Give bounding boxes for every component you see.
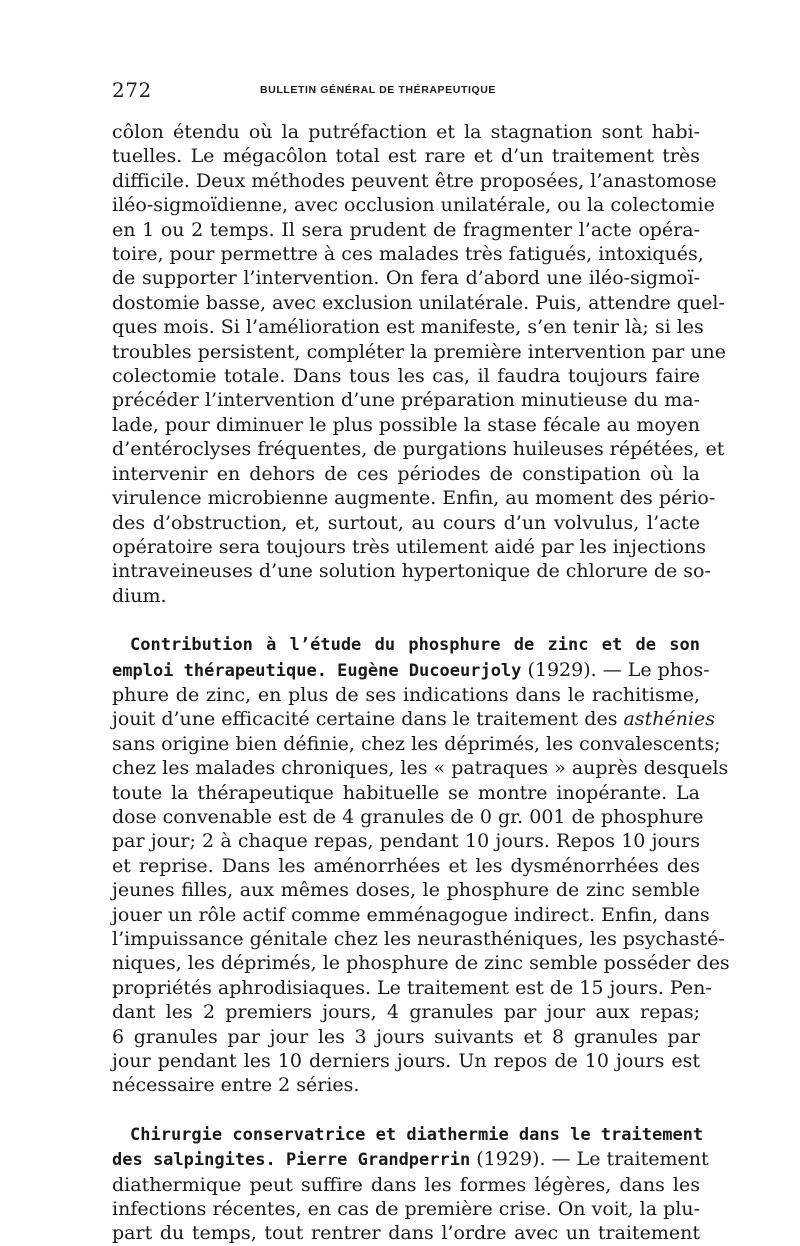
article-year: (1929). — Le traitement	[470, 1148, 709, 1171]
page-number: 272	[112, 78, 152, 102]
page-header	[112, 70, 700, 100]
text-line: lade, pour diminuer le plus possible la stase fécale au moyen	[112, 413, 700, 436]
text-line: toute la thérapeutique habituelle se montre inopérante. La	[112, 781, 700, 804]
text-line: tuelles. Le mégacôlon total est rare et d’un traitement très	[112, 145, 700, 168]
text-line: sans origine bien définie, chez les déprimés, les convalescents;	[112, 732, 721, 755]
text-line: jeunes filles, aux mêmes doses, le phosphure de zinc semble	[112, 879, 700, 902]
text-line: diathermique peut suffire dans les formes légères, dans les	[112, 1173, 700, 1196]
article-year: (1929). — Le phos-	[521, 658, 710, 681]
article-title-line	[112, 1147, 709, 1172]
text-line: intervenir en dehors de ces périodes de constipation où la	[112, 462, 700, 485]
article-title: Chirurgie conservatrice et diathermie dans le traitement	[130, 1124, 704, 1145]
article-title-author: emploi thérapeutique. Eugène Ducoeurjoly	[112, 660, 522, 681]
text-line: infections récentes, en cas de première crise. On voit, la plu-	[112, 1198, 700, 1221]
text-line: dant les 2 premiers jours, 4 granules par jour aux repas;	[112, 1001, 700, 1024]
paragraph-megacolon	[112, 120, 727, 608]
text-line: côlon étendu où la putréfaction et la stagnation sont habi-	[112, 121, 700, 143]
text-line: dose convenable est de 4 granules de 0 gr. 001 de phosphure	[112, 805, 704, 828]
text-line: phure de zinc, en plus de ses indications dans le rachitisme,	[112, 683, 700, 706]
section-gap	[112, 1098, 700, 1122]
text-line: chez les malades chroniques, les « patraques » auprès desquels	[112, 757, 729, 780]
text-line: niques, les déprimés, le phosphure de zinc semble posséder des	[112, 952, 730, 975]
text-line: propriétés aphrodisiaques. Le traitement est de 15 jours. Pen-	[112, 976, 712, 999]
text-line: troubles persistent, compléter la première intervention par une	[112, 340, 727, 363]
article-title: Contribution à l’étude du phosphure de zinc et de son	[130, 635, 700, 656]
running-head: BULLETIN GÉNÉRAL DE THÉRAPEUTIQUE	[260, 84, 497, 96]
text-line: nécessaire entre 2 séries.	[112, 1074, 360, 1097]
text-line: part du temps, tout rentrer dans l’ordre avec un traitement	[112, 1222, 700, 1245]
text-line: toire, pour permettre à ces malades très fatigués, intoxiqués,	[112, 243, 704, 266]
text-line: colectomie totale. Dans tous les cas, il faudra toujours faire	[112, 365, 700, 388]
text-line: d’entéroclyses fréquentes, de purgations huileuses répétées, et	[112, 438, 725, 461]
text-line: jour pendant les 10 derniers jours. Un repos de 10 jours est	[112, 1050, 700, 1073]
text-line: en 1 ou 2 temps. Il sera prudent de fragmenter l’acte opéra-	[112, 218, 700, 241]
section-gap	[112, 608, 700, 632]
text-line: jouer un rôle actif comme emménagogue indirect. Enfin, dans	[112, 903, 710, 926]
italic-term: asthénies	[623, 708, 715, 731]
article-title-author: des salpingites. Pierre Grandperrin	[112, 1150, 471, 1171]
text-fragment: jouit d’une efficacité certaine dans le traitement des	[112, 708, 624, 731]
text-line: de supporter l’intervention. On fera d’abord une iléo-sigmoï-	[112, 267, 700, 290]
article-title-line	[112, 1122, 704, 1147]
text-line: iléo-sigmoïdienne, avec occlusion unilatérale, ou la colectomie	[112, 194, 715, 217]
text-line: par jour; 2 à chaque repas, pendant 10 jours. Repos 10 jours	[112, 830, 700, 853]
text-line: virulence microbienne augmente. Enfin, au moment des pério-	[112, 487, 716, 510]
text-line: dostomie basse, avec exclusion unilatérale. Puis, attendre quel-	[112, 291, 725, 314]
paragraph-salpingites	[112, 1122, 709, 1246]
text-line: 6 granules par jour les 3 jours suivants et 8 granules par	[112, 1025, 700, 1048]
text-line	[112, 707, 715, 731]
article-title-line	[112, 658, 710, 683]
paragraph-phosphure-de-zinc	[112, 632, 730, 1098]
book-page	[112, 70, 730, 1246]
text-line: précéder l’intervention d’une préparation minutieuse du ma-	[112, 389, 700, 412]
text-line: l’impuissance génitale chez les neurasthéniques, les psychasté-	[112, 928, 725, 950]
text-line: intraveineuses d’une solution hypertonique de chlorure de so-	[112, 560, 711, 583]
text-line: des d’obstruction, et, surtout, au cours d’un volvulus, l’acte	[112, 511, 700, 534]
text-line: opératoire sera toujours très utilement aidé par les injections	[112, 535, 706, 558]
text-line: dium.	[112, 584, 167, 607]
text-line: et reprise. Dans les aménorrhées et les dysménorrhées des	[112, 854, 700, 877]
text-line: ques mois. Si l’amélioration est manifeste, s’en tenir là; si les	[112, 316, 704, 339]
article-title-line	[112, 632, 700, 657]
text-line: difficile. Deux méthodes peuvent être proposées, l’anastomose	[112, 169, 717, 192]
